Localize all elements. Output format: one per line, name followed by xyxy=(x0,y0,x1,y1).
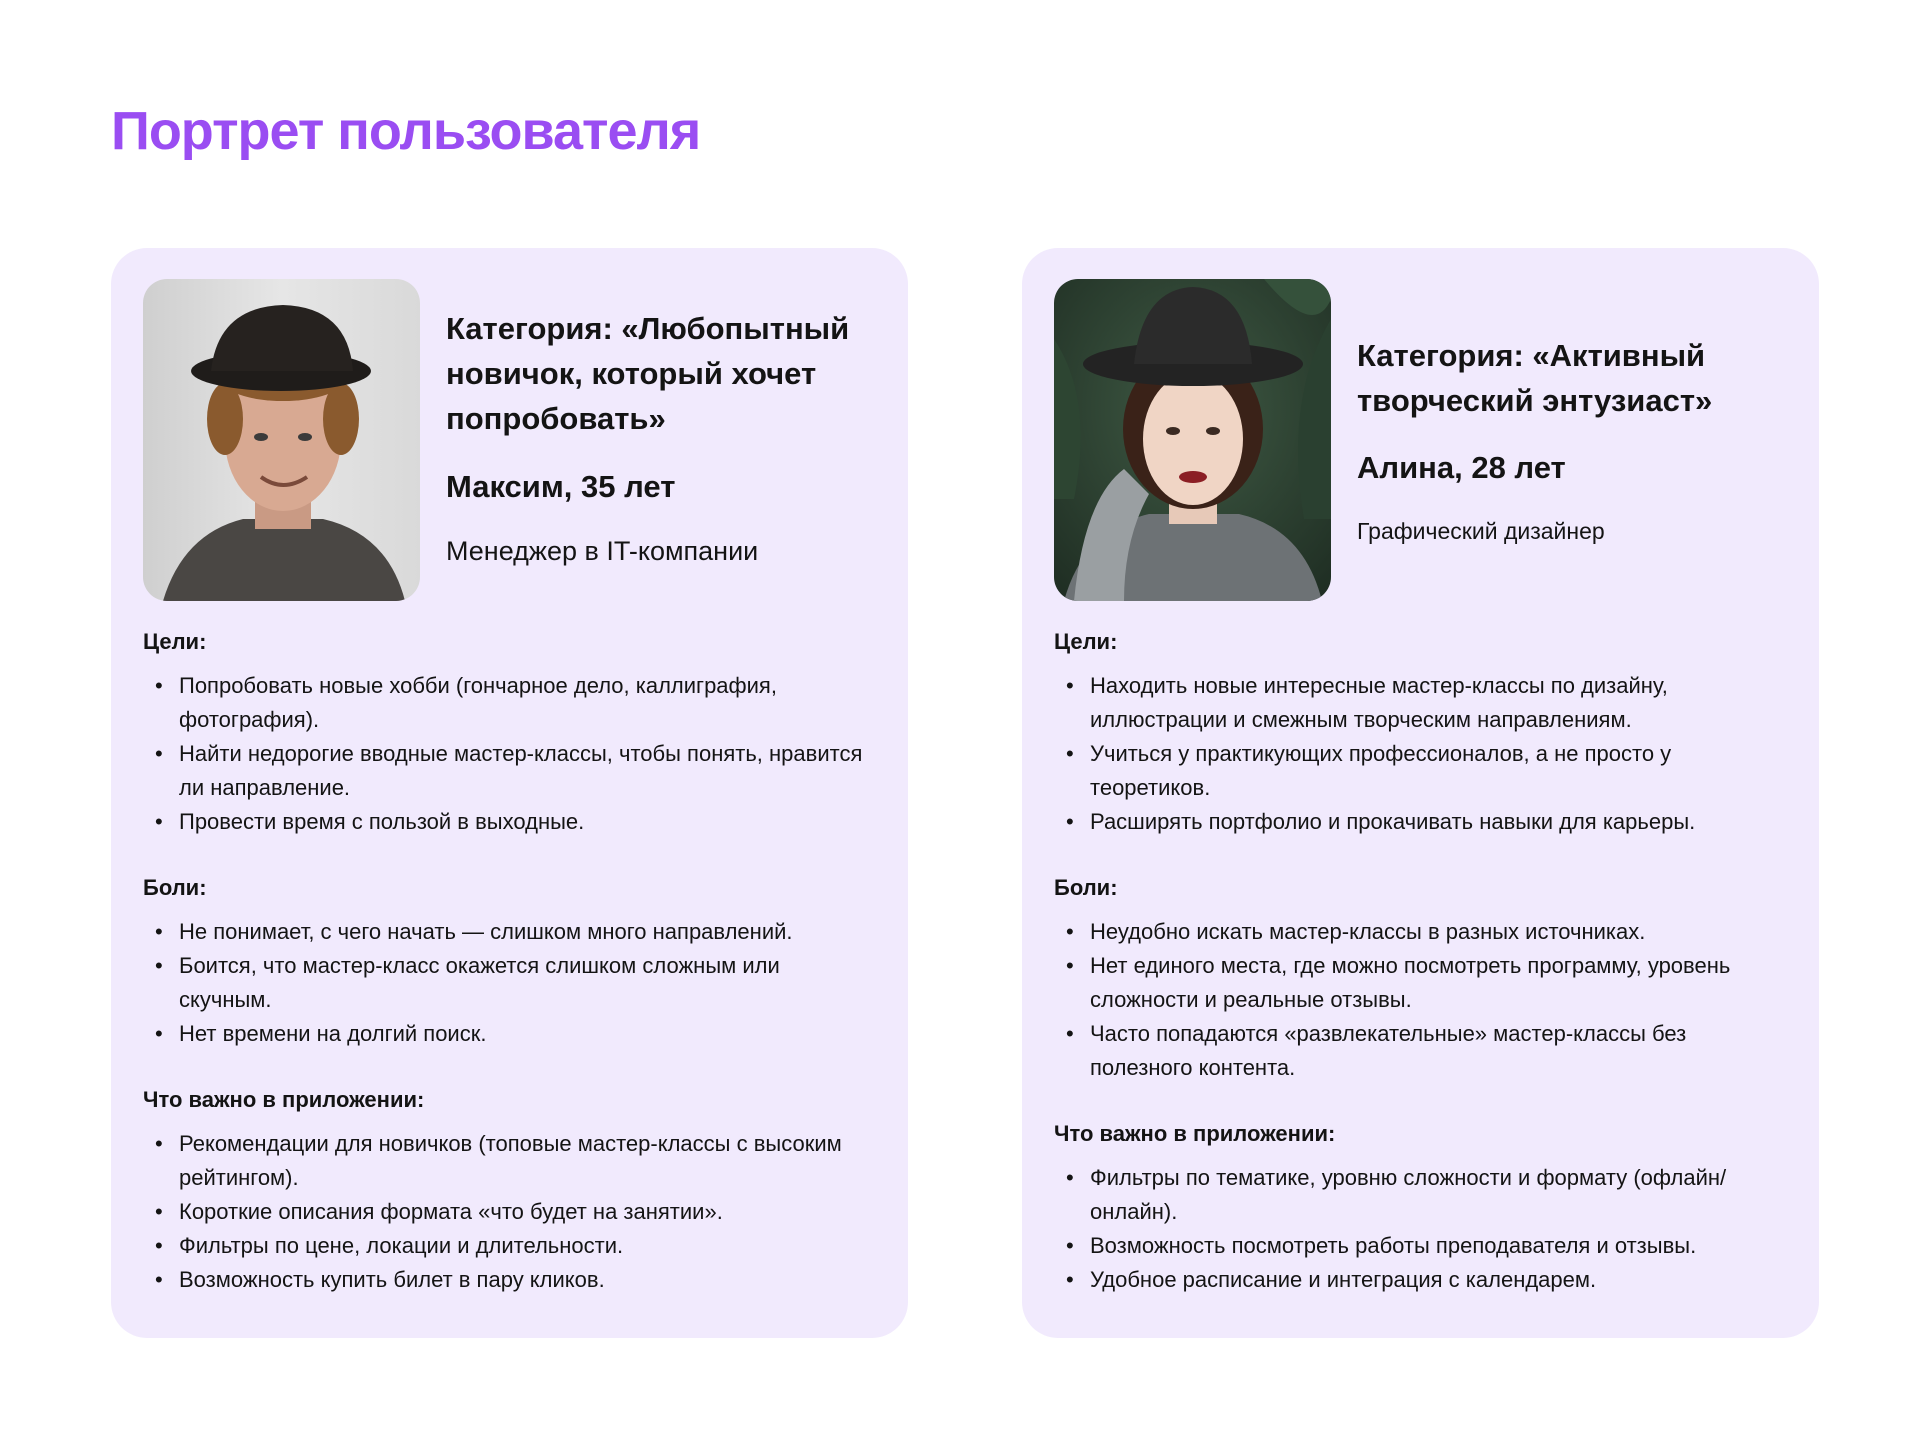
pains-section xyxy=(143,871,878,1051)
persona-job: Графический дизайнер xyxy=(1357,518,1605,544)
important-list xyxy=(143,1127,878,1297)
list-item: • Находить новые интересные мастер-классы по дизайну, иллюстрации и смежным творческим направлениям. xyxy=(1066,673,1668,732)
pains-title: Боли: xyxy=(143,875,207,900)
persona-job: Менеджер в IT-компании xyxy=(446,536,759,566)
pains-list xyxy=(143,915,878,1051)
pains-title: Боли: xyxy=(1054,875,1118,900)
persona-photo-alina xyxy=(1054,279,1331,601)
list-item: • Найти недорогие вводные мастер-классы, чтобы понять, нравится ли направление. xyxy=(155,741,863,800)
list-item: • Короткие описания формата «что будет на занятии». xyxy=(155,1199,723,1224)
list-item: • Часто попадаются «развлекательные» мастер-классы без полезного контента. xyxy=(1066,1021,1687,1080)
list-item: • Рекомендации для новичков (топовые мастер-классы с высоким рейтингом). xyxy=(155,1131,842,1190)
list-item: • Нет единого места, где можно посмотреть программу, уровень сложности и реальные отзывы. xyxy=(1066,953,1731,1012)
goals-section xyxy=(143,625,878,839)
page-title: Портрет пользователя xyxy=(111,101,701,161)
persona-header-alina xyxy=(1357,333,1789,548)
persona-header-maxim xyxy=(446,306,878,571)
persona-category: Категория: «Активный творческий энтузиаст» xyxy=(1357,338,1713,418)
persona-photo-maxim xyxy=(143,279,420,601)
pains-section xyxy=(1054,871,1789,1085)
list-item: • Неудобно искать мастер-классы в разных источниках. xyxy=(1066,919,1646,944)
persona-card-maxim xyxy=(111,248,908,1338)
list-item: • Боится, что мастер-класс окажется слишком сложным или скучным. xyxy=(155,953,780,1012)
important-title: Что важно в приложении: xyxy=(1054,1121,1336,1146)
list-item: • Нет времени на долгий поиск. xyxy=(155,1021,487,1046)
list-item: • Расширять портфолио и прокачивать навыки для карьеры. xyxy=(1066,809,1696,834)
list-item: • Попробовать новые хобби (гончарное дело, каллиграфия, фотография). xyxy=(155,673,777,732)
list-item: • Провести время с пользой в выходные. xyxy=(155,809,585,834)
list-item: • Фильтры по тематике, уровню сложности и формату (офлайн/онлайн). xyxy=(1066,1165,1727,1224)
list-item: • Возможность посмотреть работы преподавателя и отзывы. xyxy=(1066,1233,1697,1258)
important-list xyxy=(1054,1161,1789,1297)
goals-title: Цели: xyxy=(143,629,207,654)
list-item: • Возможность купить билет в пару кликов. xyxy=(155,1267,605,1292)
important-section xyxy=(1054,1117,1789,1297)
list-item: • Не понимает, с чего начать — слишком много направлений. xyxy=(155,919,793,944)
goals-list xyxy=(143,669,878,839)
persona-details-maxim xyxy=(143,625,878,1329)
persona-name: Максим, 35 лет xyxy=(446,469,676,504)
persona-card-alina xyxy=(1022,248,1819,1338)
list-item: • Учиться у практикующих профессионалов, а не просто у теоретиков. xyxy=(1066,741,1672,800)
list-item: • Удобное расписание и интеграция с календарем. xyxy=(1066,1267,1597,1292)
list-item: • Фильтры по цене, локации и длительности. xyxy=(155,1233,624,1258)
goals-title: Цели: xyxy=(1054,629,1118,654)
persona-name: Алина, 28 лет xyxy=(1357,450,1566,485)
goals-list xyxy=(1054,669,1789,839)
persona-details-alina xyxy=(1054,625,1789,1329)
goals-section xyxy=(1054,625,1789,839)
important-title: Что важно в приложении: xyxy=(143,1087,425,1112)
important-section xyxy=(143,1083,878,1297)
pains-list xyxy=(1054,915,1789,1085)
persona-category: Категория: «Любопытный новичок, который хочет попробовать» xyxy=(446,311,850,436)
